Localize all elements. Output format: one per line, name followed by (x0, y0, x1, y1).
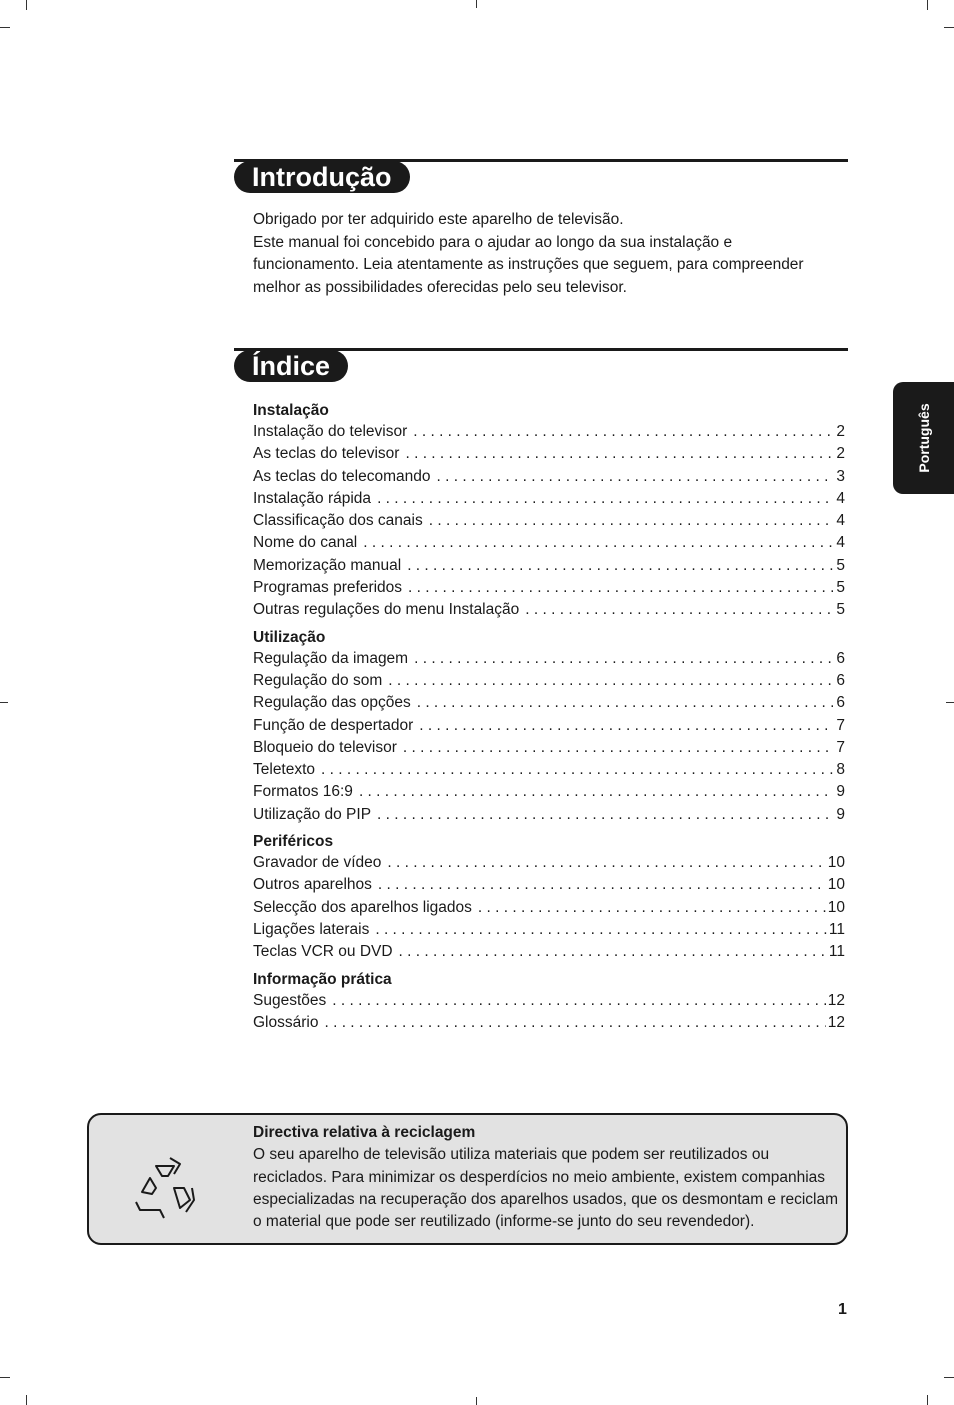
toc-entry-title: Instalação rápida (253, 489, 372, 507)
toc-dot-leader (359, 781, 834, 803)
toc-group-heading: Informação prática (253, 970, 392, 988)
toc-entry-page: 11 (828, 943, 845, 961)
toc-dot-leader (478, 897, 826, 919)
page-number: 1 (838, 1301, 847, 1318)
introduction-text (253, 209, 853, 299)
toc-entry-title: As teclas do televisor (253, 445, 400, 463)
toc-dot-leader (324, 1012, 825, 1034)
recycling-title: Directiva relativa à reciclagem (253, 1124, 476, 1141)
toc-entry (253, 466, 845, 488)
toc-entry-title: Regulação do som (253, 671, 383, 689)
toc-entry (253, 781, 845, 803)
toc-entry-page: 4 (836, 489, 845, 507)
toc-entry-page: 11 (828, 920, 845, 938)
toc-entry-page: 3 (836, 467, 845, 485)
crop-mark (476, 0, 477, 8)
toc-group (253, 831, 845, 963)
toc-entry (253, 488, 845, 510)
toc-entry-page: 12 (827, 991, 845, 1009)
toc-entry-page: 6 (836, 649, 845, 667)
toc-entry-title: Instalação do televisor (253, 423, 408, 440)
toc-entry-title: Outros aparelhos (253, 876, 372, 894)
toc-entry (253, 510, 845, 532)
toc-entry-title: Formatos 16:9 (253, 783, 353, 801)
toc-entry (253, 670, 845, 692)
crop-mark (0, 702, 8, 703)
table-of-contents (253, 400, 845, 1039)
toc-dot-leader (388, 670, 834, 692)
toc-entry-title: Regulação das opções (253, 694, 411, 712)
toc-entry-title: Classificação dos canais (253, 512, 423, 530)
toc-entry-title: Regulação da imagem (253, 649, 409, 667)
toc-entry-title: Selecção dos aparelhos ligados (253, 898, 472, 916)
toc-group (253, 627, 845, 826)
toc-entry-page: 4 (836, 512, 845, 530)
toc-group-heading: Instalação (253, 402, 329, 419)
toc-entry-page: 5 (836, 601, 845, 619)
toc-dot-leader (525, 599, 834, 621)
toc-entry-page: 5 (836, 579, 845, 597)
toc-entry-title: Memorização manual (253, 556, 402, 574)
toc-entry (253, 1012, 845, 1034)
toc-entry-title: As teclas do telecomando (253, 467, 431, 485)
toc-entry (253, 990, 845, 1012)
toc-entry-title: Utilização do PIP (253, 805, 372, 823)
crop-mark (26, 1395, 27, 1405)
recycling-line: reciclados. Para minimizar os desperdícios no meio ambiente, existem companhias (253, 1168, 826, 1186)
toc-entry (253, 919, 845, 941)
toc-entry-title: Gravador de vídeo (253, 854, 382, 872)
toc-entry (253, 599, 845, 621)
crop-mark (0, 27, 10, 28)
index-header (234, 348, 848, 384)
language-tab-label: Português (915, 403, 932, 473)
toc-entry (253, 715, 845, 737)
toc-dot-leader (399, 941, 827, 963)
toc-entry-page: 4 (836, 534, 845, 552)
toc-entry-page: 2 (836, 423, 845, 440)
toc-entry-title: Teclas VCR ou DVD (253, 943, 393, 961)
toc-entry-page: 6 (836, 694, 845, 712)
toc-entry-title: Função de despertador (253, 716, 414, 734)
toc-group-heading: Utilização (253, 628, 326, 646)
toc-entry (253, 852, 845, 874)
toc-dot-leader (405, 443, 834, 465)
toc-dot-leader (363, 532, 834, 554)
toc-entry-page: 6 (836, 671, 845, 689)
recycling-line: o material que pode ser reutilizado (informe-se junto do seu revendedor). (253, 1213, 755, 1231)
toc-entry-title: Nome do canal (253, 534, 358, 552)
toc-dot-leader (414, 648, 834, 670)
toc-dot-leader (377, 488, 834, 510)
toc-entry (253, 443, 845, 465)
introduction-line: Este manual foi concebido para o ajudar ao longo da sua instalação e (253, 233, 733, 251)
toc-dot-leader (417, 692, 835, 714)
recycle-icon (130, 1152, 200, 1222)
crop-mark (927, 0, 928, 10)
toc-entry (253, 737, 845, 759)
recycling-line: O seu aparelho de televisão utiliza materiais que podem ser reutilizados ou (253, 1146, 770, 1164)
crop-mark (26, 0, 27, 10)
toc-dot-leader (387, 852, 825, 874)
introduction-line: melhor as possibilidades oferecidas pelo seu televisor. (253, 278, 627, 296)
crop-mark (476, 1397, 477, 1405)
toc-dot-leader (321, 759, 834, 781)
toc-dot-leader (437, 466, 835, 488)
toc-entry-title: Ligações laterais (253, 920, 370, 938)
toc-dot-leader (332, 990, 826, 1012)
toc-group (253, 400, 845, 622)
toc-entry-page: 10 (827, 876, 845, 894)
toc-entry-page: 8 (836, 761, 845, 779)
introduction-header (234, 159, 848, 195)
crop-mark (944, 1377, 954, 1378)
toc-dot-leader (375, 919, 827, 941)
toc-entry-page: 9 (836, 805, 845, 823)
toc-group (253, 969, 845, 1035)
toc-dot-leader (378, 874, 826, 896)
toc-entry (253, 532, 845, 554)
toc-entry-page: 2 (836, 445, 845, 463)
toc-entry (253, 897, 845, 919)
toc-entry-title: Glossário (253, 1013, 319, 1031)
toc-dot-leader (377, 804, 834, 826)
toc-dot-leader (429, 510, 835, 532)
crop-mark (944, 27, 954, 28)
introduction-title: Introdução (234, 161, 410, 193)
toc-entry-title: Teletexto (253, 761, 316, 779)
crop-mark (0, 1377, 10, 1378)
toc-entry (253, 577, 845, 599)
toc-dot-leader (408, 577, 834, 599)
toc-entry (253, 759, 845, 781)
toc-dot-leader (407, 555, 834, 577)
toc-entry-page: 7 (836, 738, 845, 756)
introduction-line: Obrigado por ter adquirido este aparelho de televisão. (253, 211, 624, 228)
index-title: Índice (234, 350, 348, 382)
toc-entry-page: 5 (836, 556, 845, 574)
toc-entry-page: 9 (836, 783, 845, 801)
toc-entry-title: Bloqueio do televisor (253, 738, 397, 756)
toc-entry (253, 874, 845, 896)
toc-entry (253, 941, 845, 963)
toc-entry-page: 10 (827, 898, 845, 916)
toc-dot-leader (403, 737, 834, 759)
toc-entry (253, 648, 845, 670)
toc-group-heading: Periféricos (253, 833, 334, 851)
recycling-text (253, 1122, 843, 1233)
introduction-line: funcionamento. Leia atentamente as instruções que seguem, para compreender (253, 256, 804, 273)
toc-entry-page: 10 (827, 854, 845, 872)
toc-entry (253, 692, 845, 714)
crop-mark (946, 702, 954, 703)
toc-entry-page: 12 (827, 1013, 845, 1031)
toc-entry-title: Programas preferidos (253, 579, 403, 597)
toc-entry-title: Outras regulações do menu Instalação (253, 601, 520, 619)
crop-mark (927, 1395, 928, 1405)
toc-entry (253, 421, 845, 443)
toc-entry-page: 7 (836, 716, 845, 734)
language-tab (893, 382, 954, 494)
toc-dot-leader (413, 421, 834, 443)
recycling-line: especializadas na recuperação dos aparelhos usados, que os desmontam e reciclam (253, 1190, 839, 1208)
toc-entry (253, 555, 845, 577)
toc-entry (253, 804, 845, 826)
toc-dot-leader (419, 715, 834, 737)
toc-entry-title: Sugestões (253, 991, 327, 1009)
